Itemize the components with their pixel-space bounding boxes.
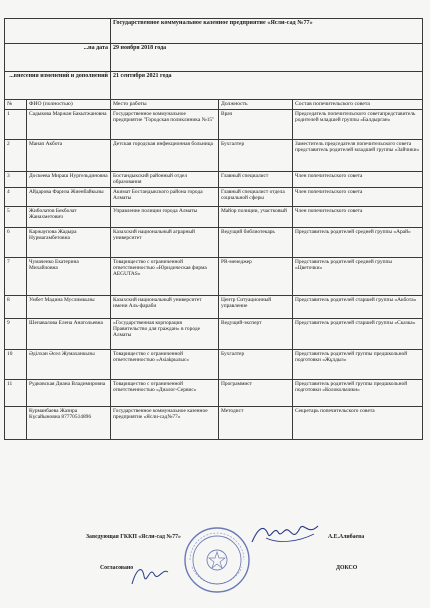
table-row: [5, 318, 423, 349]
row-number: 4: [5, 187, 27, 206]
member-name: Айдарова Фариза Жиенбайкызы: [27, 187, 111, 206]
member-name: Доскеева Мираш Нургельдиновна: [27, 172, 111, 188]
col-header-num: №: [5, 100, 27, 110]
agreed-signature: [128, 560, 173, 590]
member-role: Член попечительского совета: [293, 172, 423, 188]
date-row: [5, 44, 423, 72]
member-position: Ведущий библиотекарь: [219, 227, 293, 257]
row-number: 8: [5, 295, 27, 318]
row-number: 3: [5, 172, 27, 188]
member-name: Курманбаева Жазира Күсайыновна 87770514896: [27, 406, 111, 439]
member-workplace: Акимат Бостандыкского района города Алматы: [111, 187, 219, 206]
member-workplace: Государственное коммунальное предприятие "Городская поликлиника №15": [111, 110, 219, 140]
member-position: Майор полиции, участковый: [219, 206, 293, 227]
member-role: Член попечительского совета: [293, 187, 423, 206]
col-header-work: Место работы: [111, 100, 219, 110]
table-row: [5, 257, 423, 295]
table-row: [5, 172, 423, 188]
member-role: Представитель родителей средней группы «Цветочки»: [293, 257, 423, 295]
member-name: Садыкова Маржан Бакытжановна: [27, 110, 111, 140]
head-label: Заведующая ГККП «Ясли-сад №77»: [86, 534, 181, 540]
member-role: Представитель родителей группы предшкольной подготовки «Колокольчики»: [293, 379, 423, 406]
member-role: Секретарь попечительского совета: [293, 406, 423, 439]
member-workplace: «Государственная корпорация Правительство для граждан» в городе Алматы: [111, 318, 219, 349]
member-name: Жиболатов Бекболат Жанахметович: [27, 206, 111, 227]
member-name: Манап Акбота: [27, 140, 111, 172]
row-number: 7: [5, 257, 27, 295]
head-name: А.Е.Алибаева: [328, 534, 365, 540]
member-role: Представитель родителей старшей группы «Сказка»: [293, 318, 423, 349]
seal-stamp: [182, 525, 252, 595]
col-header-role: Состав попечительского совета: [293, 100, 423, 110]
member-role: Заместитель председателя попечительского совета представитель родителей младшей группы «Зайчики»: [293, 140, 423, 172]
table-row: [5, 227, 423, 257]
row-number: 10: [5, 349, 27, 379]
row-number: 9: [5, 318, 27, 349]
member-position: Главный специалист отдела социальной сферы: [219, 187, 293, 206]
member-position: Центр Ситуационный управление: [219, 295, 293, 318]
date-value: 29 ноября 2018 года: [111, 44, 423, 72]
row-number: 1: [5, 110, 27, 140]
member-workplace: Товарищество с ограниченной ответственностью «Юридическая фирма AEGUTAS»: [111, 257, 219, 295]
col-header-position: Должность: [219, 100, 293, 110]
row-number: 11: [5, 379, 27, 406]
member-name: Рудковская Диана Владимировна: [27, 379, 111, 406]
member-workplace: Казахский национальный университет имени Аль-фараби: [111, 295, 219, 318]
member-position: Ведущий-эксперт: [219, 318, 293, 349]
agreed-label: Согласовано: [100, 565, 134, 571]
table-row: [5, 110, 423, 140]
member-workplace: Управление полиции города Алматы: [111, 206, 219, 227]
member-workplace: Детская городская инфекционная больница: [111, 140, 219, 172]
row-number: 6: [5, 227, 27, 257]
row-number: 5: [5, 206, 27, 227]
member-position: PR-менеджер: [219, 257, 293, 295]
member-workplace: Товарищество с ограниченной ответственностью «Asiakрылыс»: [111, 349, 219, 379]
date-label: ...на дата: [5, 44, 111, 72]
member-position: Бухгалтер: [219, 349, 293, 379]
member-name: Шепавалова Елена Анатольевна: [27, 318, 111, 349]
head-signature: [248, 520, 323, 550]
member-position: Главный специалист: [219, 172, 293, 188]
member-workplace: Государственное коммунальное казенное предприятие «Ясли-сад№77»: [111, 406, 219, 439]
member-name: Умбет Мадина Муслимкызы: [27, 295, 111, 318]
table-row: [5, 187, 423, 206]
council-table: [4, 18, 423, 440]
member-workplace: Казахский национальный аграрный университет: [111, 227, 219, 257]
org-title-row: [5, 19, 423, 44]
amend-value: 21 сентября 2021 года: [111, 72, 423, 100]
col-header-name: ФИО (полностью): [27, 100, 111, 110]
member-role: Представитель родителей старшей группы «Акбота»: [293, 295, 423, 318]
table-row: [5, 406, 423, 439]
table-row: [5, 295, 423, 318]
column-header-row: [5, 100, 423, 110]
table-row: [5, 349, 423, 379]
row-number: [5, 406, 27, 439]
amend-label: ...внесения изменений и дополнений: [5, 72, 111, 100]
member-role: Представитель родителей средней группы «Арай»: [293, 227, 423, 257]
member-position: Программист: [219, 379, 293, 406]
table-row: [5, 206, 423, 227]
member-position: Бухгалтер: [219, 140, 293, 172]
member-role: Представитель родителей группы предшкольной подготовки «Жұлдыз»: [293, 349, 423, 379]
member-position: Врач: [219, 110, 293, 140]
member-workplace: Товарищество с ограниченной ответственностью «Диалог-Сервис»: [111, 379, 219, 406]
member-name: Әділхан Әсел Жумаханкызы: [27, 349, 111, 379]
amend-row: [5, 72, 423, 100]
org-title: Государственное коммунальное казенное предприятие «Ясли-сад №77»: [111, 19, 423, 44]
member-workplace: Бостандыкский районный отдел образования: [111, 172, 219, 188]
blank-cell: [5, 19, 111, 44]
member-role: Член попечительского совета: [293, 206, 423, 227]
member-role: Председатель попечительского советапредставитель родителей младшей группы «Балдырган»: [293, 110, 423, 140]
dokso-label: ДОКСО: [336, 565, 358, 571]
member-name: Чумаченко Екатерина Михайловна: [27, 257, 111, 295]
member-name: Каржаупова Жадыра Нурмагамбетовна: [27, 227, 111, 257]
member-position: Методист: [219, 406, 293, 439]
table-row: [5, 140, 423, 172]
row-number: 2: [5, 140, 27, 172]
table-row: [5, 379, 423, 406]
